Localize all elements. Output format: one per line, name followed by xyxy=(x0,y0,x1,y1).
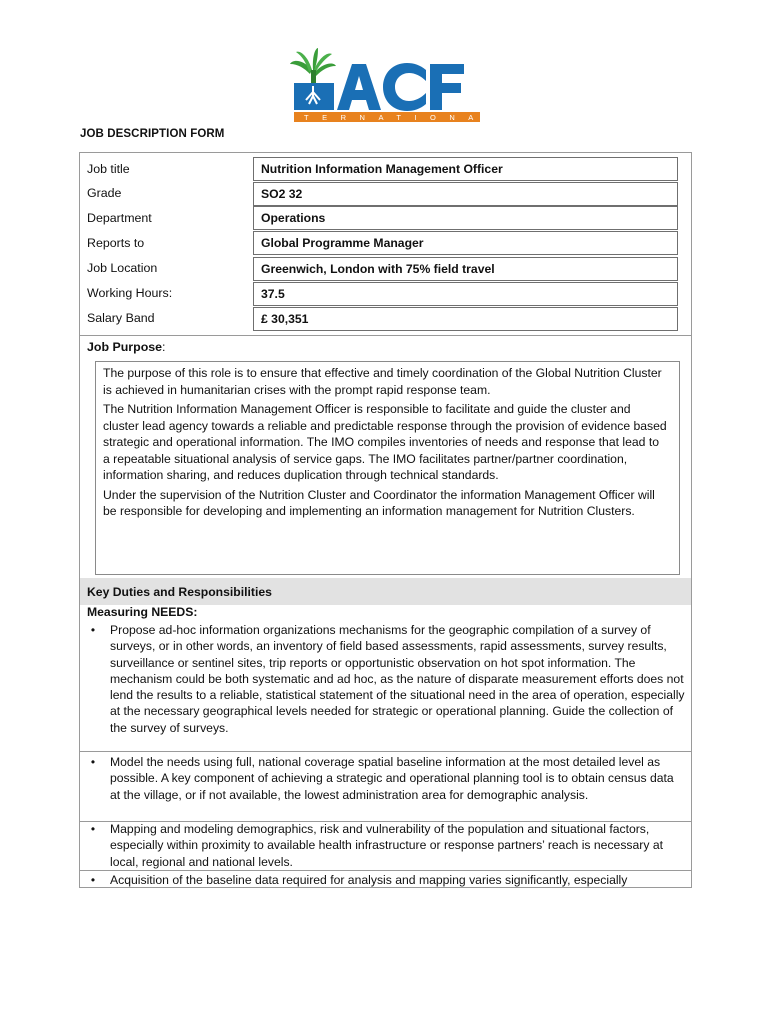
field-value-reports-to[interactable]: Global Programme Manager xyxy=(253,231,678,255)
duty-list-item xyxy=(87,872,685,888)
tree-icon xyxy=(290,48,336,110)
divider-bullet-1 xyxy=(80,751,691,752)
field-value-job-title[interactable]: Nutrition Information Management Officer xyxy=(253,157,678,181)
duty-list-item xyxy=(87,622,685,736)
field-label-salary-band: Salary Band xyxy=(87,311,155,325)
job-purpose-paragraph: The Nutrition Information Management Officer is responsible to facilitate and guide the cluster and cluster lead agency towards a reliable and predictable response through the provision of evidence based strategic and operational information. The IMO compiles inventories of needs and response that lead to a repeatable situational analysis of service gaps. The IMO facilitates partner/partner coordination, information sharing, and reduces duplication through technical standards. xyxy=(103,402,667,482)
field-label-grade: Grade xyxy=(87,186,122,200)
field-label-working-hours: Working Hours: xyxy=(87,286,173,300)
divider-bullet-3 xyxy=(80,870,691,871)
job-purpose-label-text: Job Purpose xyxy=(87,340,163,354)
job-purpose-paragraph: The purpose of this role is to ensure that effective and timely coordination of the Global Nutrition Cluster is achieved in humanitarian crises with the prompt rapid response team. xyxy=(103,366,662,397)
job-purpose-colon: : xyxy=(162,340,166,354)
international-text: INTERNATIONAL xyxy=(269,113,505,122)
frame-top-border xyxy=(80,152,691,153)
field-label-department: Department xyxy=(87,211,152,225)
duty-text: Acquisition of the baseline data required for analysis and mapping varies significantly, especially xyxy=(110,873,628,887)
duty-text: Propose ad-hoc information organizations mechanisms for the geographic compilation of a survey of surveys, or in other words, an inventory of field based assessments, rapid assessments, survey results, surveillance or sentinel sites, trip reports or opportunistic observation on hot spot information. The mechanism could be both systematic and ad hoc, as the nature of disparate measurement efforts does not lend the results to a reliable, statistical statement of the situational need in the area of operation, especially at the necessary geographical levels needed for strategic or operational planning. Guide the collection of the survey of surveys. xyxy=(110,623,685,735)
acf-international-logo xyxy=(269,48,505,124)
duty-text: Model the needs using full, national coverage spatial baseline information at the most detailed level as possible. A key component of achieving a strategic and operational planning tool is to obtain census data at the village, or if not available, the lowest administration area for demographic analysis. xyxy=(110,755,674,802)
field-value-salary-band[interactable]: £ 30,351 xyxy=(253,307,678,331)
bullet-icon: • xyxy=(90,623,96,637)
duty-list-item xyxy=(87,821,685,870)
field-value-job-location[interactable]: Greenwich, London with 75% field travel xyxy=(253,257,678,281)
measuring-needs-heading: Measuring NEEDS: xyxy=(87,605,198,619)
divider-fields-purpose xyxy=(80,335,691,336)
bullet-icon: • xyxy=(90,822,96,836)
field-value-department[interactable]: Operations xyxy=(253,206,678,230)
job-purpose-box[interactable] xyxy=(95,361,680,575)
duty-list-item xyxy=(87,754,685,803)
field-label-job-title: Job title xyxy=(87,162,130,176)
bullet-icon: • xyxy=(90,755,96,769)
field-label-job-location: Job Location xyxy=(87,261,158,275)
job-purpose-paragraph: Under the supervision of the Nutrition Cluster and Coordinator the information Management Officer will be responsible for developing and implementing an information management for Nutrition Clusters. xyxy=(103,487,655,518)
key-duties-header: Key Duties and Responsibilities xyxy=(80,578,691,605)
acf-logo-graphic xyxy=(269,48,505,124)
job-purpose-label xyxy=(87,340,166,354)
bullet-icon: • xyxy=(90,873,96,887)
acf-letters xyxy=(337,63,464,111)
field-label-reports-to: Reports to xyxy=(87,236,145,250)
form-title: JOB DESCRIPTION FORM xyxy=(80,128,225,140)
field-value-grade[interactable]: SO2 32 xyxy=(253,182,678,206)
field-value-working-hours[interactable]: 37.5 xyxy=(253,282,678,306)
duty-text: Mapping and modeling demographics, risk and vulnerability of the population and situational factors, especially within proximity to available health infrastructure or response partners’ reach is necessary at local, regional and national levels. xyxy=(110,822,663,869)
